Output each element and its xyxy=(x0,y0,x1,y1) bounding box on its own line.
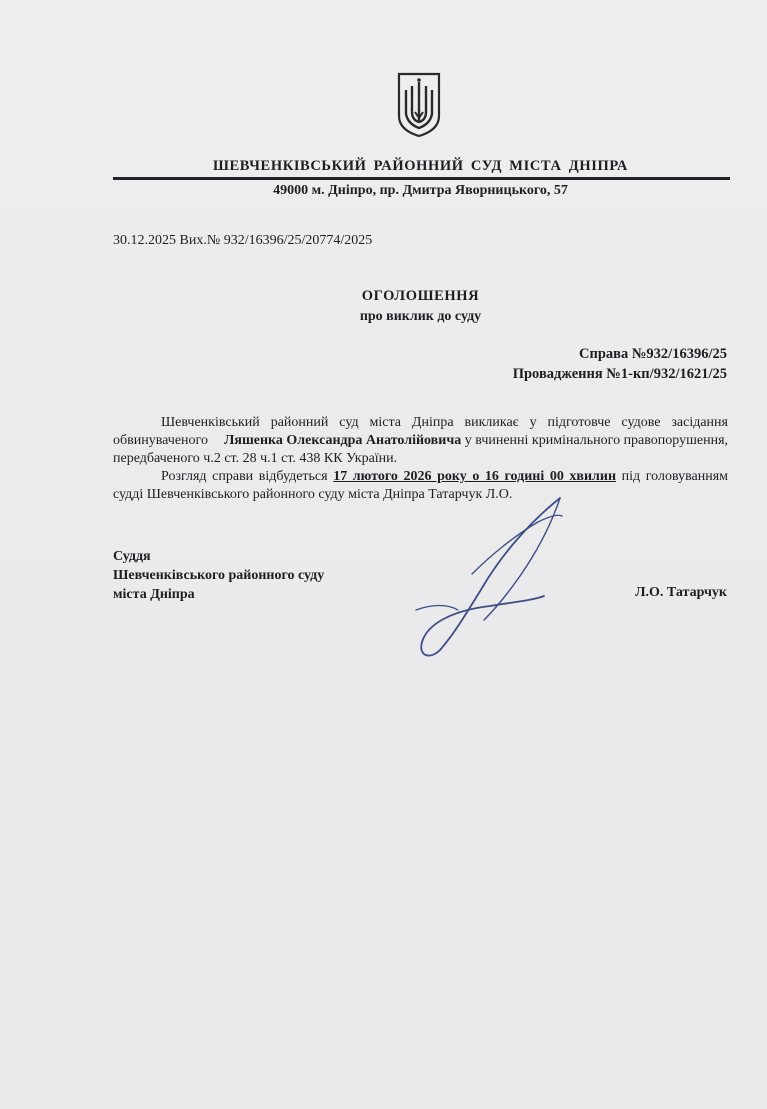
coat-of-arms-icon xyxy=(396,72,442,138)
hearing-text-end: під головуванням судді Шевченківського районного суду міста Дніпра Татарчук Л.О. xyxy=(113,469,728,502)
case-info xyxy=(513,344,727,384)
handwritten-signature xyxy=(410,492,590,662)
document-title: ОГОЛОШЕННЯ xyxy=(361,288,480,304)
summons-text-start: Шевченківський районний суд міста Дніпра викликає у підготовче судове засідання обвинуваченого xyxy=(113,415,728,448)
header-divider xyxy=(113,177,730,180)
paragraph-summons xyxy=(113,414,728,468)
judge-title-line3: міста Дніпра xyxy=(113,587,195,602)
judge-title-line1: Суддя xyxy=(113,549,151,564)
document-subtitle: про виклик до суду xyxy=(359,309,482,324)
outgoing-number: 30.12.2025 Вих.№ 932/16396/25/20774/2025 xyxy=(113,233,373,248)
hearing-datetime: 17 лютого 2026 року о 16 годині 00 хвилин xyxy=(333,469,617,484)
judge-name: Л.О. Татарчук xyxy=(635,585,727,600)
hearing-text-start: Розгляд справи відбудеться xyxy=(161,469,328,484)
announcement-body xyxy=(113,414,728,504)
proceeding-number: Провадження №1-кп/932/1621/25 xyxy=(512,366,727,382)
court-name: ШЕВЧЕНКІВСЬКИЙ РАЙОННИЙ СУД МІСТА ДНІПРА xyxy=(212,158,629,174)
judge-title-line2: Шевченківського районного суду xyxy=(113,568,325,583)
court-address: 49000 м. Дніпро, пр. Дмитра Яворницького, 57 xyxy=(273,183,568,198)
accused-name: Ляшенка Олександра Анатолійовича xyxy=(223,433,462,448)
case-number: Справа №932/16396/25 xyxy=(579,346,727,362)
summons-text-end: у вчиненні кримінального правопорушення, передбаченого ч.2 ст. 28 ч.1 ст. 438 КК України. xyxy=(113,433,729,466)
judge-title-block xyxy=(113,547,324,604)
